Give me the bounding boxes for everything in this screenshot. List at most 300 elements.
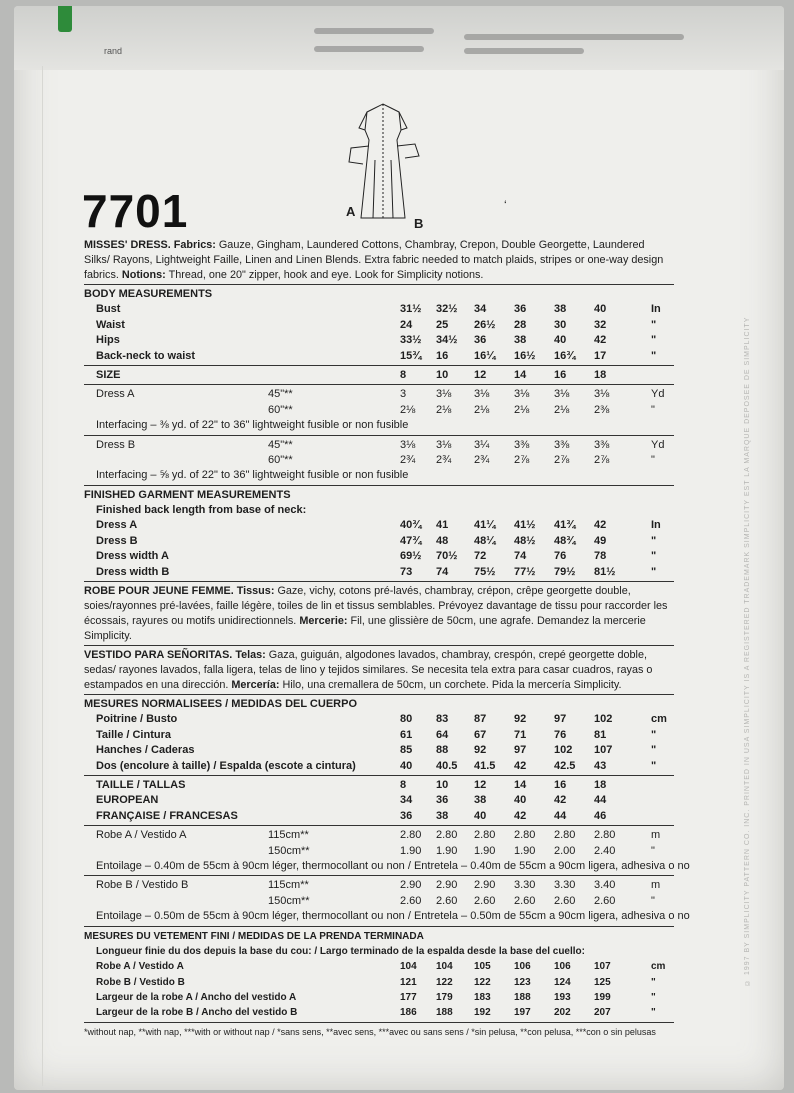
value-cell: 32 [594,318,607,331]
fabrics-text: Gauze, Gingham, Laundered Cottons, Chambray, Crepon, Double Georgette, Laundered Silks/ Rayons, Lightweight Faille, Linen and Linen Blends. Extra fabric needed to match plaids, stripes or one-way design fabrics. [84,239,664,281]
value-cell: 73 [400,565,413,578]
row-label: Dress width B [96,565,170,578]
unit-label: " [651,318,657,331]
value-cell: 76 [554,728,567,741]
value-cell: 2⅞ [554,453,570,466]
row-label: Largeur de la robe B / Ancho del vestido B [96,1007,298,1019]
measurement-row [84,318,674,333]
divider [84,284,674,285]
value-cell: 183 [474,992,491,1004]
value-cell: 2.60 [474,894,496,907]
value-cell: 38 [436,809,449,822]
smudge [464,34,684,40]
divider [84,775,674,776]
unit-label: " [651,453,655,466]
value-cell: 88 [436,744,449,757]
value-cell: 70½ [436,550,458,563]
value-cell: 2⅛ [474,403,490,416]
size-value: 14 [514,368,527,381]
yardage-row [84,387,674,402]
copyright-side-text: © 1997 BY SIMPLICITY PATTERN CO. INC. PRINTED IN USA SIMPLICITY IS A REGISTERED TRADEMARK SIMPLICITY EST LA MARQUE DEPOSEE DE SIMPLICITY [744,316,751,986]
unit-label: " [651,534,657,547]
value-cell: 31½ [400,303,422,316]
value-cell: 1.90 [474,844,496,857]
divider [84,435,674,436]
value-cell: 2¾ [436,453,452,466]
interfacing-note [84,909,690,924]
row-label: Hips [96,334,120,347]
value-cell: 3⅛ [436,388,452,401]
view-name: Dress A [96,388,135,401]
value-cell: 2.60 [436,894,458,907]
value-cell: 3⅜ [514,438,530,451]
value-cell: 207 [594,1007,611,1019]
value-cell: 188 [514,992,531,1004]
fabric-width: 60"** [268,403,293,416]
value-cell: 3⅜ [594,438,610,451]
value-cell: 1.90 [436,844,458,857]
value-cell: 12 [474,778,487,791]
interfacing-text: Interfacing – ⅝ yd. of 22" to 36" lightweight fusible or non fusible [96,469,409,482]
value-cell: 78 [594,550,607,563]
value-cell: 47¾ [400,534,422,547]
value-cell: 2.60 [554,894,576,907]
fabric-width: 45"** [268,388,293,401]
notions-label: Notions: [121,269,166,281]
size-value: 12 [474,368,487,381]
measurement-row [84,959,674,974]
measurement-row [84,549,674,564]
value-cell: 36 [514,303,527,316]
value-cell: 79½ [554,565,576,578]
value-cell: 2⅛ [554,403,570,416]
divider [84,1022,674,1023]
row-label: Robe A / Vestido A [96,961,184,973]
value-cell: 61 [400,728,413,741]
description-title: MISSES' DRESS. [84,239,171,251]
measurement-row [84,743,674,758]
fabric-width: 45"** [268,438,293,451]
value-cell: 76 [554,550,567,563]
row-label: Robe B / Vestido B [96,976,185,988]
value-cell: 8 [400,778,407,791]
value-cell: 41 [436,519,449,532]
row-label: Back-neck to waist [96,349,196,362]
value-cell: 2⅛ [436,403,452,416]
value-cell: 3⅜ [554,438,570,451]
value-cell: 40 [594,303,607,316]
section-header: BODY MEASUREMENTS [84,288,213,300]
size-label: SIZE [96,368,121,381]
unit-label: " [651,550,657,563]
value-cell: 122 [474,976,491,988]
fabric-width: 115cm** [268,879,309,892]
measurement-row [84,728,674,743]
pattern-number: 7701 [82,185,189,237]
value-cell: 3⅛ [400,438,416,451]
notions-text: Thread, one 20" zipper, hook and eye. Look for Simplicity notions. [168,269,484,281]
value-cell: 2.80 [594,829,616,842]
interfacing-text: Entoilage – 0.40m de 55cm à 90cm léger, thermocollant ou non / Entretela – 0.40m de 55cm a 90cm ligera, adhesiva o no [96,859,690,872]
interfacing-note [84,859,690,874]
section-subheader: Longueur finie du dos depuis la base du cou: / Largo terminado de la espalda desde la base del cuello: [96,945,585,957]
value-cell: 193 [554,992,571,1004]
value-cell: 64 [436,728,449,741]
value-cell: 42 [514,809,527,822]
value-cell: 16 [554,778,567,791]
value-cell: 75½ [474,565,496,578]
value-cell: 15¾ [400,349,422,362]
fabric-width: 60"** [268,453,293,466]
divider [84,875,674,876]
value-cell: 124 [554,976,571,988]
value-cell: 104 [400,961,417,973]
divider [84,365,674,366]
unit-label: " [651,349,657,362]
smudge [464,48,584,54]
row-label: Largeur de la robe A / Ancho del vestido A [96,992,297,1004]
unit-label: " [651,728,657,741]
unit-label: m [651,879,661,892]
value-cell: 2.80 [474,829,496,842]
section-header: FINISHED GARMENT MEASUREMENTS [84,488,291,501]
value-cell: 2¾ [474,453,490,466]
value-cell: 107 [594,744,613,757]
interfacing-text: Interfacing – ⅜ yd. of 22" to 36" lightweight fusible or non fusible [96,419,409,432]
value-cell: 2.80 [436,829,458,842]
value-cell: 71 [514,728,527,741]
divider [84,645,674,646]
row-label: EUROPEAN [96,794,159,807]
view-name: Robe A / Vestido A [96,829,187,842]
value-cell: 2.60 [514,894,536,907]
value-cell: 188 [436,1007,453,1019]
smudge [314,46,424,52]
green-tab [58,6,72,32]
value-cell: 36 [436,794,449,807]
value-cell: 81 [594,728,607,741]
value-cell: 107 [594,961,611,973]
section-header: MESURES NORMALISEES / MEDIDAS DEL CUERPO [84,698,357,711]
value-cell: 125 [594,976,611,988]
interfacing-note [84,468,674,483]
value-cell: 81½ [594,565,616,578]
row-label: Waist [96,318,125,331]
unit-label: cm [651,961,666,973]
value-cell: 42 [594,519,607,532]
measurement-row [84,759,674,774]
yardage-row [84,844,674,859]
unit-label: " [651,759,657,772]
value-cell: 199 [594,992,611,1004]
value-cell: 106 [514,961,531,973]
value-cell: 3.30 [514,879,536,892]
unit-label: m [651,829,661,842]
unit-label: In [651,303,661,316]
value-cell: 1.90 [514,844,536,857]
unit-label: " [651,844,655,857]
value-cell: 44 [594,794,607,807]
value-cell: 42 [594,334,607,347]
value-cell: 92 [474,744,487,757]
value-cell: 2⅞ [514,453,530,466]
value-cell: 122 [436,976,453,988]
value-cell: 72 [474,550,487,563]
value-cell: 24 [400,318,413,331]
measurement-row [84,809,674,824]
value-cell: 41.5 [474,759,496,772]
yardage-row [84,403,674,418]
value-cell: 3 [400,388,407,401]
row-label: Hanches / Caderas [96,744,195,757]
value-cell: 104 [436,961,453,973]
value-cell: 2.90 [436,879,458,892]
value-cell: 1.90 [400,844,422,857]
description-es: VESTIDO PARA SEÑORITAS. Telas: Gaza, guiguán, algodones lavados, chambray, crespón, crepé georgette doble, sedas/ rayones lavados, falla ligera, telas de lino y tejidos similares. Se necesita tela extra para casar cuadros, rayas o estampados en una dirección. Mercería: Hilo, una cremallera de 50cm, un corchete. Pida la mercería Simplicity. [84,649,653,692]
value-cell: 2.00 [554,844,576,857]
fabric-width: 115cm** [268,829,309,842]
yardage-row [84,828,674,843]
value-cell: 2⅛ [400,403,416,416]
value-cell: 40.5 [436,759,458,772]
value-cell: 179 [436,992,453,1004]
value-cell: 186 [400,1007,417,1019]
divider [84,694,674,695]
value-cell: 42 [514,759,527,772]
measurement-row [84,712,674,727]
value-cell: 34½ [436,334,458,347]
top-strip [14,6,784,70]
divider [84,825,674,826]
view-name: Dress B [96,438,136,451]
sketch-tie-right [397,144,419,158]
value-cell: 40 [400,759,413,772]
value-cell: 34 [474,303,487,316]
value-cell: 18 [594,778,607,791]
measurement-row [84,778,674,793]
value-cell: 97 [554,713,567,726]
value-cell: 3.30 [554,879,576,892]
value-cell: 2⅞ [594,453,610,466]
view-name: Robe B / Vestido B [96,879,189,892]
smudge [314,28,434,34]
fabric-width: 150cm** [268,894,310,907]
value-cell: 41½ [514,519,536,532]
value-cell: 44 [554,809,567,822]
unit-label: " [651,334,657,347]
stray-mark: ‘ [504,198,507,212]
measurement-row [84,793,674,808]
value-cell: 3⅛ [474,388,490,401]
size-value: 10 [436,368,449,381]
measurement-row [84,565,674,580]
value-cell: 106 [554,961,571,973]
value-cell: 80 [400,713,413,726]
value-cell: 42 [554,794,567,807]
value-cell: 16¼ [474,349,496,362]
value-cell: 202 [554,1007,571,1019]
value-cell: 32½ [436,303,458,316]
value-cell: 3.40 [594,879,616,892]
section-subheader: Finished back length from base of neck: [96,504,307,517]
description-fr: ROBE POUR JEUNE FEMME. Tissus: Gaze, vichy, cotons pré-lavés, chambray, crépon, crêpe georgette double, soies/rayonnes pré-lavées, faille légère, toiles de lin et tissus semblables. Prévoyez davantage de tissu pour raccorder les écossais, rayures ou motifs unidirectionnels. Mercerie: Fil, une glissière de 50cm, une agrafe. Demandez la mercerie Simplicity. [84,585,668,643]
value-cell: 38 [514,334,527,347]
value-cell: 67 [474,728,487,741]
row-label: TAILLE / TALLAS [96,778,186,791]
nap-footnote: *without nap, **with nap, ***with or without nap / *sans sens, **avec sens, ***avec ou sans sens / *sin pelusa, **con pelusa, ***con o sin pelusas [84,1026,656,1037]
value-cell: 16 [436,349,449,362]
value-cell: 48¼ [474,534,496,547]
unit-label: " [651,744,657,757]
value-cell: 3⅛ [554,388,570,401]
value-cell: 3⅛ [594,388,610,401]
value-cell: 38 [474,794,487,807]
value-cell: 87 [474,713,487,726]
top-fragment: rand [104,46,123,56]
unit-label: " [651,565,657,578]
unit-label: " [651,976,656,988]
value-cell: 3⅛ [514,388,530,401]
size-value: 16 [554,368,567,381]
value-cell: 102 [554,744,573,757]
row-label: Taille / Cintura [96,728,171,741]
value-cell: 92 [514,713,527,726]
value-cell: 38 [554,303,567,316]
value-cell: 10 [436,778,449,791]
value-cell: 3¼ [474,438,490,451]
value-cell: 74 [436,565,449,578]
value-cell: 40 [514,794,527,807]
divider [84,485,674,486]
value-cell: 197 [514,1007,531,1019]
row-label: FRANÇAISE / FRANCESAS [96,809,238,822]
value-cell: 85 [400,744,413,757]
row-label: Dress B [96,534,138,547]
value-cell: 30 [554,318,567,331]
value-cell: 43 [594,759,607,772]
value-cell: 3⅛ [436,438,452,451]
value-cell: 16½ [514,349,536,362]
value-cell: 25 [436,318,449,331]
value-cell: 2⅜ [594,403,610,416]
value-cell: 33½ [400,334,422,347]
yardage-row [84,453,674,468]
yardage-row [84,894,674,909]
value-cell: 14 [514,778,527,791]
unit-label: cm [651,713,667,726]
value-cell: 2.60 [594,894,616,907]
measurement-row [84,302,674,317]
unit-label: " [651,403,655,416]
view-label-a: A [346,204,356,219]
fold-line [42,66,43,1086]
value-cell: 2⅛ [514,403,530,416]
interfacing-note [84,418,674,433]
fabrics-label: Fabrics: [173,239,216,251]
value-cell: 46 [594,809,607,822]
measurement-row [84,1005,674,1020]
value-cell: 105 [474,961,491,973]
row-label: Dress width A [96,550,169,563]
row-label: Dos (encolure à taille) / Espalda (escote a cintura) [96,759,356,772]
pattern-back-content [84,238,690,1037]
size-value: 18 [594,368,607,381]
unit-label: In [651,519,661,532]
value-cell: 36 [474,334,487,347]
value-cell: 2.80 [400,829,422,842]
value-cell: 83 [436,713,449,726]
value-cell: 2.40 [594,844,616,857]
value-cell: 48¾ [554,534,576,547]
measurement-row [84,518,674,533]
value-cell: 42.5 [554,759,576,772]
divider [84,384,674,385]
unit-label: Yd [651,388,665,401]
section-header: MESURES DU VETEMENT FINI / MEDIDAS DE LA PRENDA TERMINADA [84,930,424,942]
value-cell: 40 [474,809,487,822]
size-row [84,368,674,383]
value-cell: 177 [400,992,417,1004]
value-cell: 2¾ [400,453,416,466]
value-cell: 2.90 [400,879,422,892]
value-cell: 40 [554,334,567,347]
yardage-row [84,438,674,453]
value-cell: 97 [514,744,527,757]
description-en [84,238,673,283]
view-label-b: B [414,216,424,231]
value-cell: 2.60 [400,894,422,907]
value-cell: 49 [594,534,607,547]
divider [84,581,674,582]
value-cell: 2.80 [554,829,576,842]
measurement-row [84,975,674,990]
unit-label: Yd [651,438,665,451]
size-value: 8 [400,368,407,381]
dress-sketch [335,100,435,220]
value-cell: 74 [514,550,527,563]
value-cell: 28 [514,318,527,331]
value-cell: 77½ [514,565,536,578]
value-cell: 48 [436,534,449,547]
interfacing-text: Entoilage – 0.50m de 55cm à 90cm léger, thermocollant ou non / Entretela – 0.50m de 55cm a 90cm ligera, adhesiva o no [96,910,690,923]
value-cell: 2.90 [474,879,496,892]
value-cell: 102 [594,713,613,726]
row-label: Poitrine / Busto [96,713,178,726]
measurement-row [84,349,674,364]
sketch-tie-left [349,146,369,164]
yardage-row [84,878,674,893]
row-label: Dress A [96,519,138,532]
divider [84,926,674,927]
measurement-row [84,534,674,549]
value-cell: 69½ [400,550,422,563]
value-cell: 48½ [514,534,536,547]
value-cell: 40¾ [400,519,422,532]
unit-label: " [651,1007,656,1019]
measurement-row [84,333,674,348]
value-cell: 2.80 [514,829,536,842]
fabric-width: 150cm** [268,844,310,857]
value-cell: 41¾ [554,519,576,532]
value-cell: 192 [474,1007,491,1019]
unit-label: " [651,894,655,907]
value-cell: 36 [400,809,413,822]
measurement-row [84,990,674,1005]
unit-label: " [651,992,656,1004]
value-cell: 34 [400,794,413,807]
value-cell: 123 [514,976,531,988]
row-label: Bust [96,303,121,316]
